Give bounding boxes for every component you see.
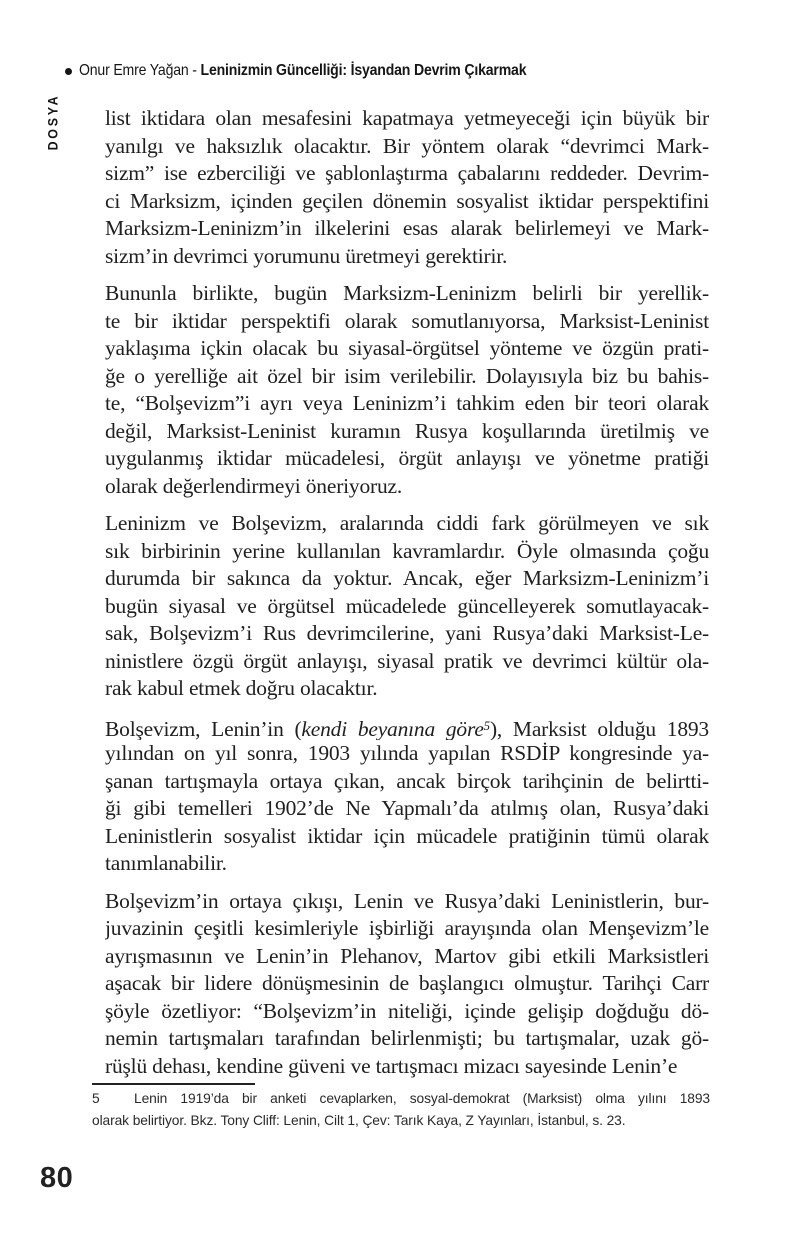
text-line: tanımlanabilir. [105, 851, 227, 875]
text-line: şöyle özetliyor: “Bolşevizm’in niteliği, içinde gelişip doğduğu dö- [105, 998, 709, 1023]
header-text [79, 61, 526, 81]
text-line: Leninizm ve Bolşevizm, aralarında ciddi fark görülmeyen ve sık [105, 511, 709, 535]
text-line: değil, Marksist-Leninist kuramın Rusya koşullarında üretilmiş ve [105, 418, 709, 443]
text-segment: kendi beyanına göre [301, 716, 484, 740]
text-line: rüşlü dehası, kendine güveni ve tartışmacı mizacı sayesinde Lenin’e [105, 1053, 678, 1078]
header-title: Leninizmin Güncelliği: İsyandan Devrim Çıkarmak [200, 62, 527, 79]
text-line: Bolşevizm’in ortaya çıkışı, Lenin ve Rusya’daki Leninistlerin, bur- [105, 888, 709, 913]
text-segment: 5 [483, 718, 490, 733]
text-line: Bununla birlikte, bugün Marksizm-Leninizm belirli bir yerellik- [105, 281, 709, 305]
bullet-icon [65, 68, 72, 75]
text-line: yılından on yıl sonra, 1903 yılında yapılan RSDİP kongresinde ya- [105, 741, 709, 765]
text-line: list iktidara olan mesafesini kapatmaya yetmeyeceği için büyük bir [105, 106, 709, 130]
paragraph [105, 888, 709, 1081]
text-line: durumda bir sakınca da yoktur. Ancak, eğer Marksizm-Leninizm’i [105, 566, 709, 590]
text-line: Marksizm-Leninizm’in ilkelerini esas alarak belirlemeyi ve Mark- [105, 216, 709, 240]
text-line: sizm’in devrimci yorumunu üretmeyi gerektirir. [105, 243, 508, 268]
header-author: Onur Emre Yağan - [79, 62, 201, 79]
footnote-number: 5 [92, 1091, 100, 1106]
text-line: ninistlere özgü örgüt anlayışı, siyasal pratik ve devrimci kültür ola- [105, 648, 709, 673]
paragraph [105, 510, 709, 703]
text-line: sizm” ise ezberciliği ve şablonlaştırma çabalarını reddeder. Devrim- [105, 161, 709, 185]
text-line: rak kabul etmek doğru olacaktır. [105, 676, 378, 700]
page-number: 80 [40, 1162, 74, 1194]
sidebar-section-label: DOSYA [45, 93, 61, 151]
text-line: ğe o yerelliğe ait özel bir isim verilebilir. Dolayısıyla biz bu bahis- [105, 363, 709, 388]
paragraph [105, 105, 709, 270]
text-line: 5 Lenin 1919’da bir anketi cevaplarken, sosyal-demokrat (Marksist) olma yılını 1893 [92, 1088, 710, 1110]
paragraph [105, 713, 709, 878]
paragraph [105, 280, 709, 500]
text-line: Bolşevizm, Lenin’in (kendi beyanına göre$^5$), Marksist olduğu 1893 [105, 716, 709, 740]
text-line: yaklaşıma içkin olacak bu siyasal-örgütsel yönteme ve özgün prati- [105, 336, 709, 360]
text-line: sak, Bolşevizm’i Rus devrimcilerine, yani Rusya’daki Marksist-Le- [105, 621, 709, 645]
text-line: te bir iktidar perspektifi olarak somutlanıyorsa, Marksist-Leninist [105, 308, 709, 333]
text-line: olarak belirtiyor. Bkz. Tony Cliff: Lenin, Cilt 1, Çev: Tarık Kaya, Z Yayınları, İstanbul, s. 23. [92, 1113, 626, 1128]
text-line: aşacak bir lidere dönüşmesinin de başlangıcı olmuştur. Tarihçi Carr [105, 971, 709, 995]
text-line: juvazinin çeşitli kesimleriyle işbirliği arayışında olan Menşevizm’le [105, 916, 709, 940]
text-line: şanan tartışmayla ortaya çıkan, ancak birçok tarihçinin de belirtti- [105, 768, 709, 793]
running-header [65, 61, 587, 81]
footnote [92, 1088, 710, 1132]
text-line: uygulanmış iktidar mücadelesi, örgüt anlayışı ve yönetme pratiği [105, 446, 709, 470]
footnote-rule [92, 1083, 255, 1085]
text-line: te, “Bolşevizm”i ayrı veya Leninizm’i tahkim eden bir teori olarak [105, 391, 709, 415]
text-line: sık birbirinin yerine kullanılan kavramlardır. Öyle olmasında çoğu [105, 538, 709, 563]
text-line: Leninistlerin sosyalist iktidar için mücadele pratiğinin tümü olarak [105, 823, 709, 848]
text-line: bugün siyasal ve örgütsel mücadelede güncelleyerek somutlayacak- [105, 593, 709, 618]
text-line: ği gibi temelleri 1902’de Ne Yapmalı’da atılmış olan, Rusya’daki [105, 796, 709, 820]
text-line: yanılgı ve haksızlık olacaktır. Bir yöntem olarak “devrimci Mark- [105, 133, 709, 158]
text-line: ayrışmasının ve Lenin’in Plehanov, Martov gibi etkili Marksistleri [105, 943, 709, 968]
text-line: ci Marksizm, içinden geçilen dönemin sosyalist iktidar perspektifini [105, 188, 709, 213]
article-body [105, 105, 709, 1090]
text-line: nemin tartışmaları tarafından belirlenmişti; bu tartışmalar, uzak gö- [105, 1026, 709, 1050]
text-line: olarak değerlendirmeyi öneriyoruz. [105, 473, 403, 498]
